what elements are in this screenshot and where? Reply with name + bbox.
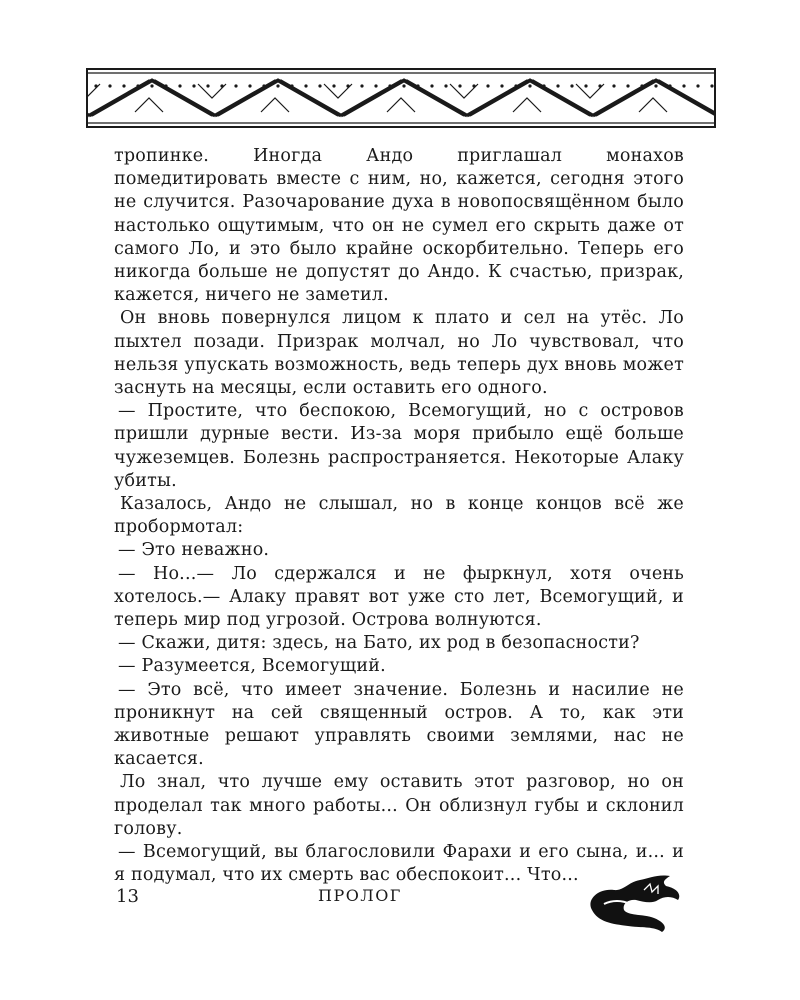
paragraph: Ло знал, что лучше ему оставить этот разговор, но он проделал так много работы... Он облизнул губы и склонил голову. (114, 772, 684, 839)
dialogue-line: — Но...— Ло сдержался и не фыркнул, хотя очень хотелось.— Алаку правят вот уже сто лет, Всемогущий, и теперь мир под угрозой. Острова волнуются. (114, 563, 684, 631)
dialogue-line: — Разумеется, Всемогущий. (118, 656, 386, 677)
dialogue-line: — Это всё, что имеет значение. Болезнь и насилие не проникнут на сей священный остров. А то, как эти животные решают управлять своими землями, нас не касается. (114, 679, 684, 770)
page-number: 13 (116, 886, 139, 907)
dialogue-line: — Скажи, дитя: здесь, на Бато, их род в безопасности? (118, 633, 640, 654)
paragraph: Казалось, Андо не слышал, но в конце концов всё же пробормотал: (114, 494, 684, 538)
dialogue-line: — Всемогущий, вы благословили Фарахи и его сына, и... и я подумал, что их смерть вас обеспокоит... Что... (114, 842, 684, 886)
page-body-text (114, 145, 684, 888)
zigzag-ornament-band-icon (86, 68, 716, 128)
paragraph: тропинке. Иногда Андо приглашал монахов помедитировать вместе с ним, но, кажется, сегодня этого не случится. Разочарование духа в новопосвящённом было настолько ощутимым, что он не сумел его скрыть даже от самого Ло, и это было крайне оскорбительно. Теперь его никогда больше не допустят до Андо. К счастью, призрак, кажется, ничего не заметил. (114, 146, 684, 306)
dialogue-line: — Это неважно. (118, 540, 270, 561)
dragon-emblem-icon (584, 870, 684, 934)
running-title: ПРОЛОГ (318, 886, 402, 905)
paragraph: Он вновь повернулся лицом к плато и сел на утёс. Ло пыхтел позади. Призрак молчал, но Ло чувствовал, что нельзя упускать возможность, ведь теперь дух вновь может заснуть на месяцы, если оставить его одного. (114, 308, 684, 399)
dialogue-line: — Простите, что беспокою, Всемогущий, но с островов пришли дурные вести. Из-за моря прибыло ещё больше чужеземцев. Болезнь распространяется. Некоторые Алаку убиты. (114, 401, 684, 491)
